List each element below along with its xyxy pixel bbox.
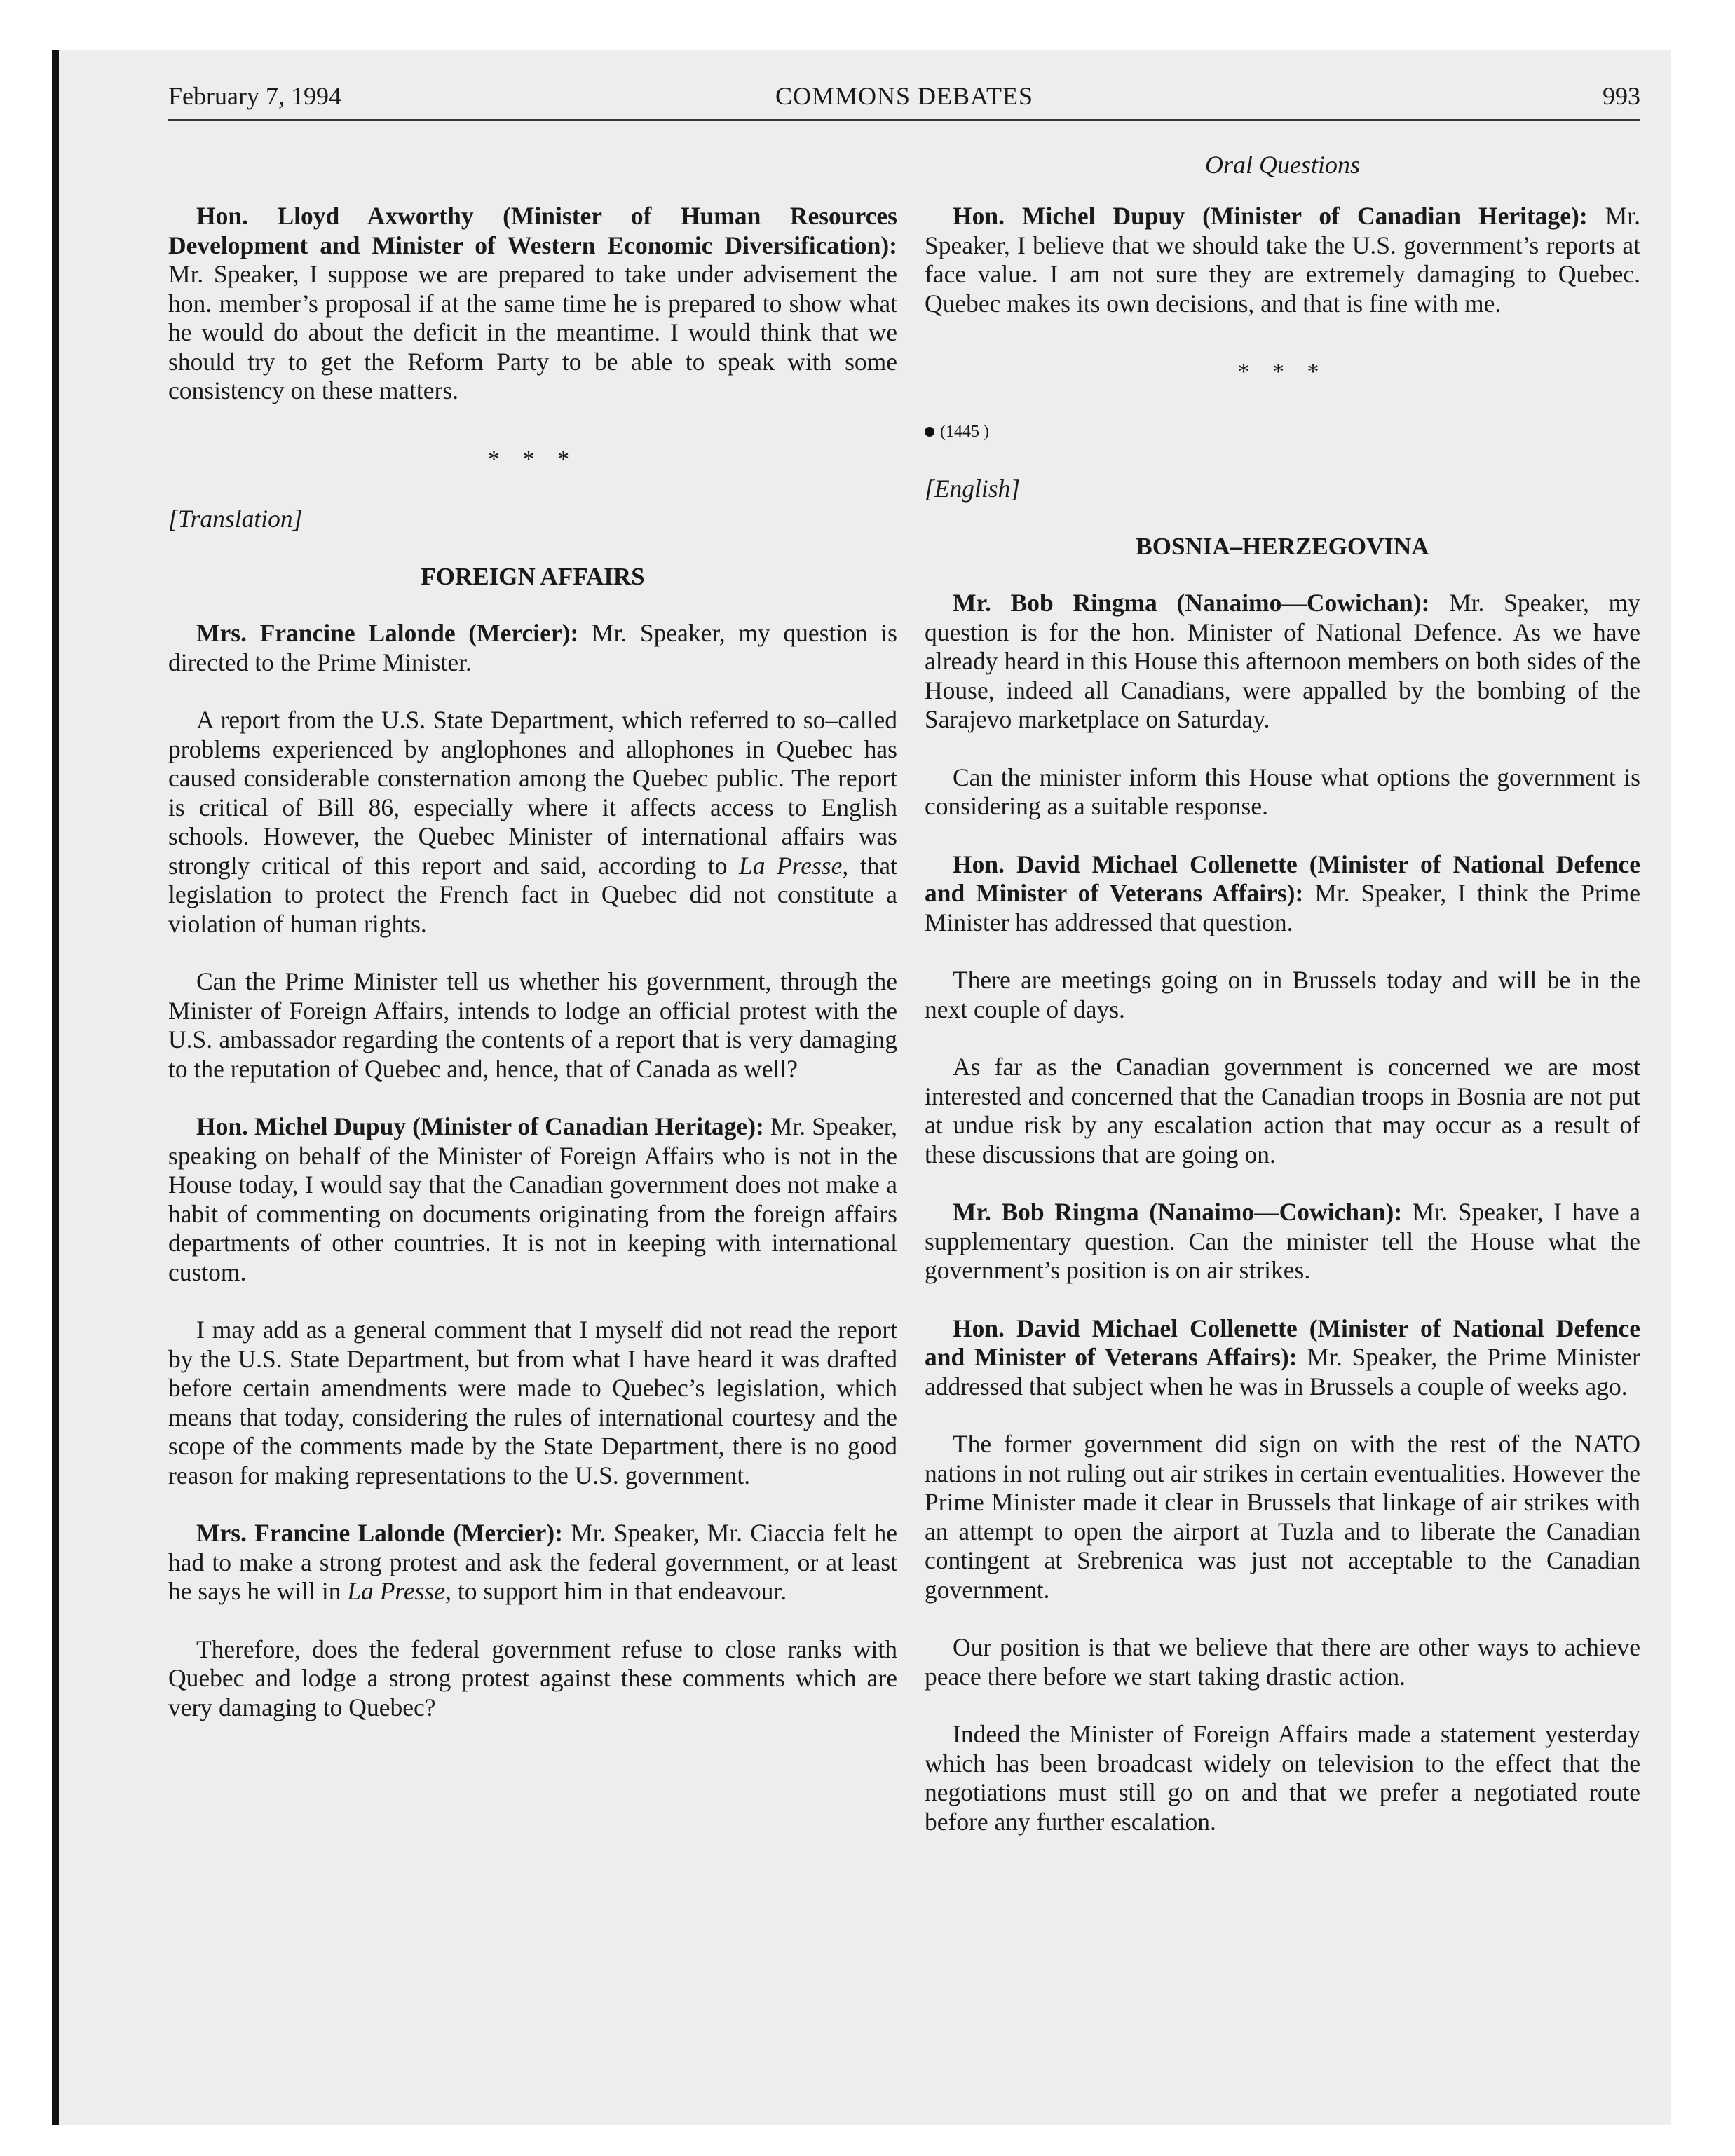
header-title: COMMONS DEBATES	[775, 82, 1034, 110]
speaker-name: Hon. David Michael Collenette (Minister of National Defence and Minister of Veterans Affairs):	[925, 1314, 1640, 1371]
paragraph	[925, 202, 1640, 318]
paragraph	[925, 589, 1640, 735]
right-column	[925, 202, 1640, 1865]
paragraph	[168, 202, 897, 406]
paragraph	[168, 619, 897, 677]
time-marker	[925, 418, 1640, 447]
speaker-name: Mr. Bob Ringma (Nanaimo—Cowichan):	[953, 1198, 1403, 1226]
section-separator: * * *	[1237, 359, 1328, 385]
speaker-name: Mr. Bob Ringma (Nanaimo—Cowichan):	[953, 589, 1430, 617]
speech-text: Mr. Speaker, I think the Prime Minister has addressed that question.	[925, 879, 1640, 936]
paragraph: As far as the Canadian government is concerned we are most interested and concerned that the Canadian troops in Bosnia are not put at undue risk by any escalation action that may occur as a result of these discussions that are going on.	[925, 1053, 1640, 1168]
paragraph	[168, 1112, 897, 1287]
speech-text: Mr. Speaker, I suppose we are prepared to take under advisement the hon. member’s proposal if at the same time he is prepared to show what he would do about the deficit in the meantime. I would think that we should try to get the Reform Party to be able to speak with some consistency on these matters.	[168, 260, 897, 404]
speaker-name: Mrs. Francine Lalonde (Mercier):	[196, 619, 579, 647]
paragraph: Our position is that we believe that there are other ways to achieve peace there before we start taking drastic action.	[925, 1633, 1640, 1691]
section-separator: * * *	[488, 446, 578, 472]
speech-text: Mr. Speaker, my question is directed to the Prime Minister.	[168, 619, 897, 676]
speech-text: A report from the U.S. State Department, which referred to so–called problems experienced by anglophones and allophones in Quebec has caused considerable consternation among the Quebec public. The report is critical of Bill 86, especially where it affects access to English schools. However, the Quebec Minister of international affairs was strongly critical of this report and said, according to	[168, 706, 897, 880]
speech-text: , to support him in that endeavour.	[445, 1577, 787, 1605]
paragraph	[925, 1314, 1640, 1402]
speaker-name: Hon. Michel Dupuy (Minister of Canadian Heritage):	[196, 1112, 764, 1140]
bullet-icon	[925, 427, 934, 437]
speech-text: Mr. Speaker, I believe that we should take the U.S. government’s reports at face value. I am not sure they are extremely damaging to Quebec. Quebec makes its own decisions, and that is fine with me.	[925, 202, 1640, 318]
speech-text: Mr. Speaker, the Prime Minister addressed that subject when he was in Brussels a couple of weeks ago.	[925, 1343, 1640, 1400]
left-column	[168, 202, 897, 1751]
paragraph: Indeed the Minister of Foreign Affairs made a statement yesterday which has been broadcast widely on television to the effect that the negotiations must still go on and that we prefer a negotiated route before any further escalation.	[925, 1720, 1640, 1836]
page-number: 993	[1603, 82, 1640, 110]
speaker-name: Hon. David Michael Collenette (Minister of National Defence and Minister of Veterans Affairs):	[925, 850, 1640, 907]
speech-text: Mr. Speaker, speaking on behalf of the Minister of Foreign Affairs who is not in the House today, I would say that the Canadian government does not make a habit of commenting on documents originating from the foreign affairs departments of other countries. It is not in keeping with international custom.	[168, 1112, 897, 1286]
paragraph: Can the minister inform this House what options the government is considering as a suitable response.	[925, 763, 1640, 820]
header-date: February 7, 1994	[168, 82, 341, 110]
scan-edge	[52, 50, 59, 2125]
translation-label: [Translation]	[168, 505, 303, 533]
running-head	[168, 79, 1640, 121]
paragraph: There are meetings going on in Brussels today and will be in the next couple of days.	[925, 966, 1640, 1023]
speech-text: , that legislation to protect the French fact in Quebec did not constitute a violation of human rights.	[168, 851, 898, 938]
speech-text: Mr. Speaker, Mr. Ciaccia felt he had to make a strong protest and ask the federal government, or at least he says he will in	[168, 1519, 897, 1605]
paragraph: The former government did sign on with the rest of the NATO nations in not ruling out air strikes in certain eventualities. However the Prime Minister made it clear in Brussels that linkage of air strikes with an attempt to open the airport at Tuzla and to liberate the Canadian contingent at Srebrenica was just not acceptable to the Canadian government.	[925, 1430, 1640, 1604]
time-marker-text: (1445 )	[940, 422, 989, 441]
speech-text: Mr. Speaker, my question is for the hon. Minister of National Defence. As we have already heard in this House this afternoon members on both sides of the House, indeed all Canadians, were appalled by the bombing of the Sarajevo marketplace on Saturday.	[925, 589, 1640, 733]
publication-title: La Presse	[347, 1577, 446, 1605]
paragraph	[168, 1519, 897, 1606]
paragraph	[168, 706, 897, 939]
publication-title: La Presse	[739, 851, 843, 880]
paragraph	[925, 1198, 1640, 1285]
speech-text: Mr. Speaker, I have a supplementary question. Can the minister tell the House what the government’s position is on air strikes.	[925, 1198, 1640, 1284]
english-label: [English]	[925, 475, 1021, 503]
paragraph: I may add as a general comment that I myself did not read the report by the U.S. State Department, but from what I have heard it was drafted before certain amendments were made to Quebec’s legislation, which means that today, considering the rules of international courtesy and the scope of the comments made by the State Department, there is no good reason for making representations to the U.S. government.	[168, 1316, 897, 1489]
speaker-name: Hon. Michel Dupuy (Minister of Canadian Heritage):	[953, 202, 1588, 230]
paragraph: Can the Prime Minister tell us whether his government, through the Minister of Foreign Affairs, intends to lodge an official protest with the U.S. ambassador regarding the contents of a report that is very damaging to the reputation of Quebec and, hence, that of Canada as well?	[168, 967, 897, 1083]
speaker-name: Mrs. Francine Lalonde (Mercier):	[196, 1519, 563, 1547]
paragraph: Therefore, does the federal government refuse to close ranks with Quebec and lodge a strong protest against these comments which are very damaging to Quebec?	[168, 1635, 897, 1721]
section-heading: BOSNIA–HERZEGOVINA	[1136, 532, 1429, 560]
paragraph	[925, 850, 1640, 938]
section-label: Oral Questions	[1204, 151, 1360, 179]
speaker-name: Hon. Lloyd Axworthy (Minister of Human Resources Development and Minister of Western Economic Diversification):	[168, 202, 897, 259]
section-heading: FOREIGN AFFAIRS	[421, 562, 645, 590]
